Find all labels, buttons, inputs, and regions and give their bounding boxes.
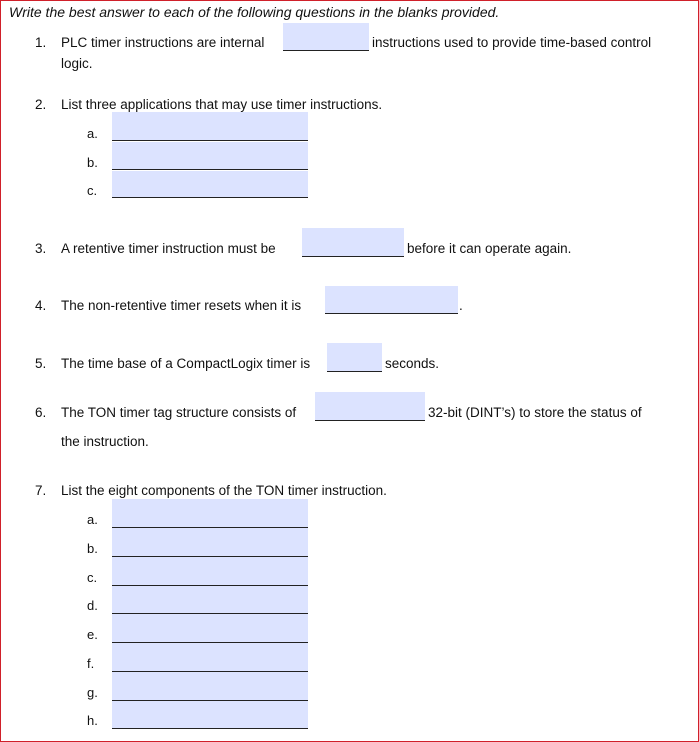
question-7-answer-a[interactable] xyxy=(112,499,308,528)
question-6-answer-field[interactable] xyxy=(315,392,425,421)
question-7-answer-e[interactable] xyxy=(112,614,308,643)
worksheet-instructions: Write the best answer to each of the following questions in the blanks provided. xyxy=(9,4,500,20)
question-3-text-start: A retentive timer instruction must be xyxy=(61,241,276,256)
question-7-answer-c[interactable] xyxy=(112,557,308,586)
question-2-number: 2. xyxy=(35,97,47,112)
question-6-text-start: The TON timer tag structure consists of xyxy=(61,405,297,420)
question-2-text: List three applications that may use timer instructions. xyxy=(61,97,383,112)
question-7-answer-d[interactable] xyxy=(112,586,308,614)
question-6-text-continued: the instruction. xyxy=(61,434,149,449)
question-1-number: 1. xyxy=(35,35,47,50)
question-5-text-end: seconds. xyxy=(385,356,440,371)
question-1-text-continued: logic. xyxy=(61,56,93,71)
question-4-text-end: . xyxy=(459,298,463,313)
question-2-letter-b: b. xyxy=(87,155,98,170)
question-2-answer-b[interactable] xyxy=(112,142,308,170)
question-7-answer-f[interactable] xyxy=(112,643,308,672)
question-1-answer-field[interactable] xyxy=(283,23,369,51)
question-7-letter-f: f. xyxy=(87,656,95,671)
question-6-number: 6. xyxy=(35,405,47,420)
question-7-letter-a: a. xyxy=(87,512,98,527)
question-7-letter-b: b. xyxy=(87,541,98,556)
question-2-answer-a[interactable] xyxy=(112,112,308,141)
question-5-number: 5. xyxy=(35,356,47,371)
question-5-text-start: The time base of a CompactLogix timer is xyxy=(61,356,311,371)
question-7-letter-h: h. xyxy=(87,713,98,728)
question-7-letter-c: c. xyxy=(87,570,98,585)
question-6-text-end: 32-bit (DINT’s) to store the status of xyxy=(428,405,642,420)
question-1-text-end: instructions used to provide time-based control xyxy=(372,35,652,50)
question-3-answer-field[interactable] xyxy=(302,228,404,257)
question-2-letter-a: a. xyxy=(87,126,98,141)
question-7-letter-e: e. xyxy=(87,627,98,642)
question-7-answer-g[interactable] xyxy=(112,672,308,701)
question-4-number: 4. xyxy=(35,298,47,313)
question-2-answer-c[interactable] xyxy=(112,171,308,198)
question-3-number: 3. xyxy=(35,241,47,256)
question-7-text: List the eight components of the TON timer instruction. xyxy=(61,483,387,498)
question-3-text-end: before it can operate again. xyxy=(407,241,572,256)
question-2-letter-c: c. xyxy=(87,183,98,198)
question-7-letter-g: g. xyxy=(87,685,98,700)
question-4-text-start: The non-retentive timer resets when it is xyxy=(61,298,302,313)
question-7-letter-d: d. xyxy=(87,598,98,613)
question-5-answer-field[interactable] xyxy=(327,343,382,372)
question-1-text-start: PLC timer instructions are internal xyxy=(61,35,265,50)
question-7-answer-b[interactable] xyxy=(112,528,308,557)
question-7-number: 7. xyxy=(35,483,47,498)
question-7-answer-h[interactable] xyxy=(112,701,308,729)
question-4-answer-field[interactable] xyxy=(325,286,458,314)
